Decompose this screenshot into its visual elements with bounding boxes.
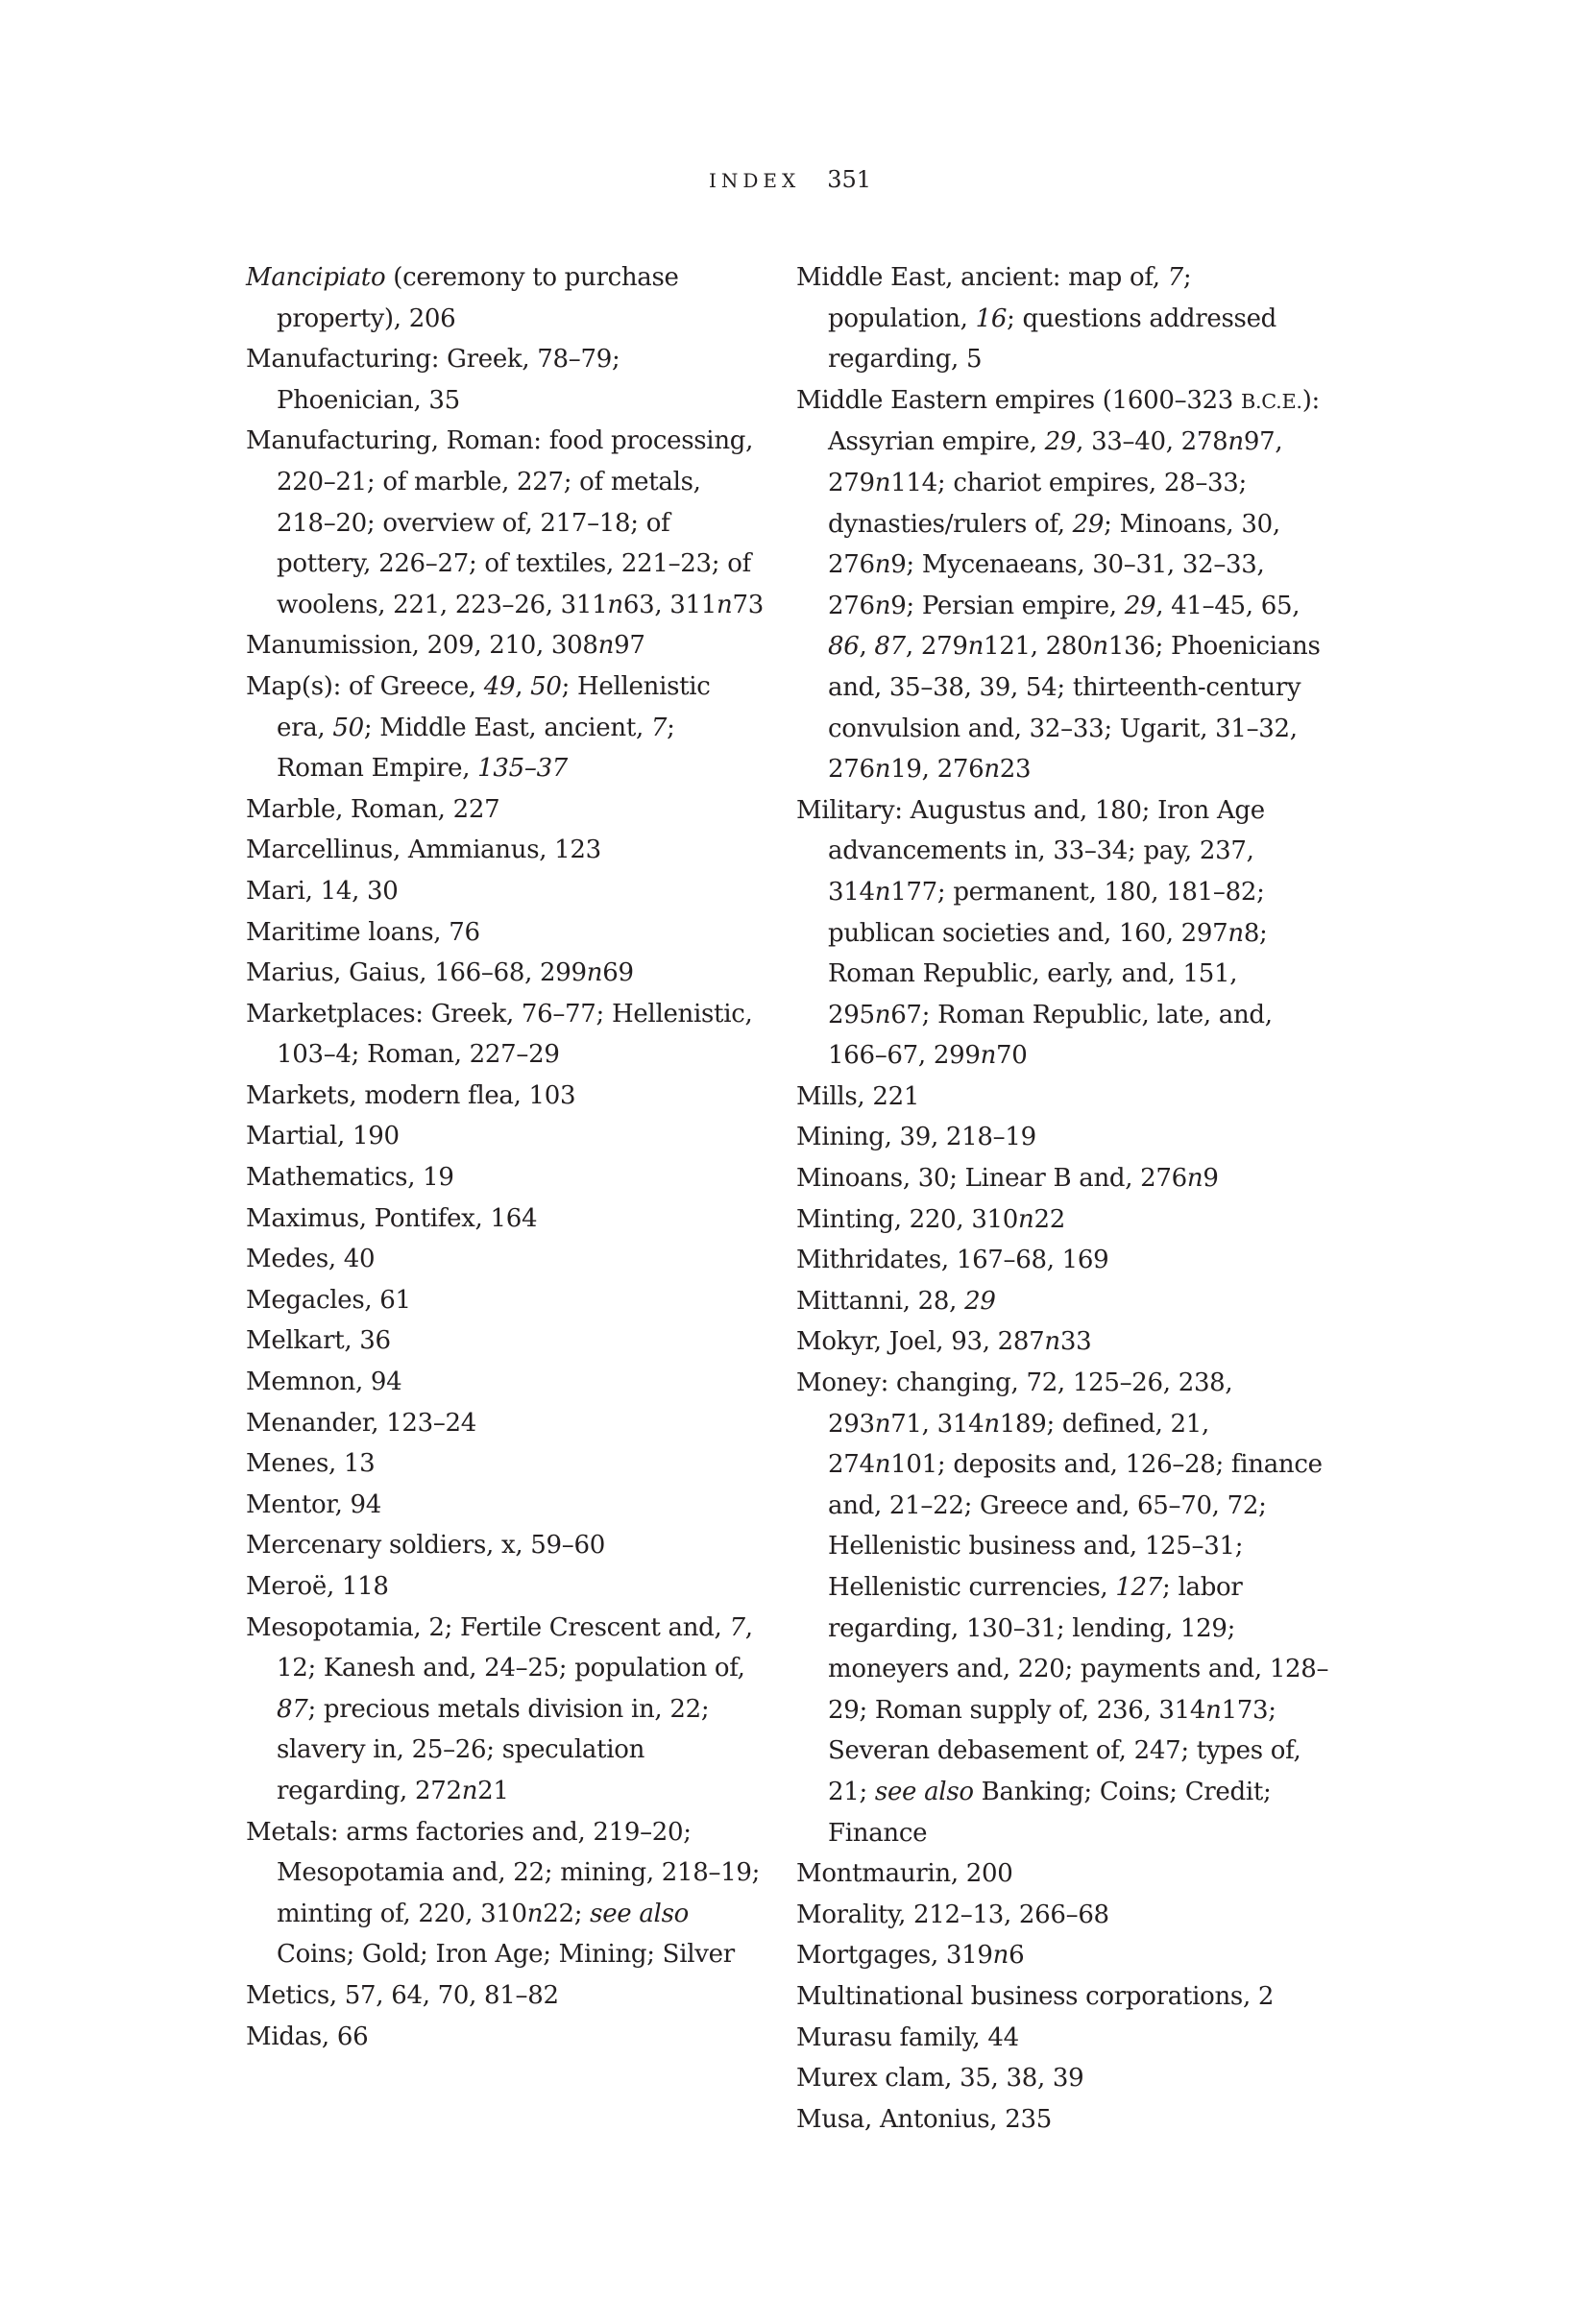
index-entry: Mithridates, 167–68, 169	[796, 1246, 1109, 1275]
index-entry: Midas, 66	[246, 2021, 369, 2051]
index-entry: Marble, Roman, 227	[246, 794, 500, 824]
index-entry: Meroë, 118	[246, 1572, 389, 1601]
index-entry: Metics, 57, 64, 70, 81–82	[246, 1980, 559, 2010]
index-entry: Marius, Gaius, 166–68, 299n69	[246, 958, 634, 988]
index-entry: Manufacturing: Greek, 78–79; Phoenician, 35	[246, 345, 620, 415]
index-entry: Mittanni, 28, 29	[796, 1286, 996, 1316]
index-entry: Mortgages, 319n6	[796, 1941, 1025, 1971]
index-column-left	[246, 257, 765, 2057]
index-entry: Montmaurin, 200	[796, 1859, 1013, 1889]
index-entry: Maximus, Pontifex, 164	[246, 1203, 538, 1233]
index-entry: Manufacturing, Roman: food processing, 220–21; of marble, 227; of metals, 218–20; overview of, 217–18; of pottery, 226–27; of textiles, 221–23; of woolens, 221, 223–26, 311n63, 311n73	[246, 426, 764, 619]
index-entry: Mari, 14, 30	[246, 876, 399, 906]
index-entry: Minoans, 30; Linear B and, 276n9	[796, 1164, 1219, 1194]
index-entry: Mesopotamia, 2; Fertile Crescent and, 7, 12; Kanesh and, 24–25; population of, 87; precious metals division in, 22; slavery in, 25–26; speculation regarding, 272n21	[246, 1612, 753, 1805]
index-entry: Megacles, 61	[246, 1285, 411, 1315]
index-entry: Mentor, 94	[246, 1489, 382, 1519]
index-entry: Mokyr, Joel, 93, 287n33	[796, 1327, 1092, 1357]
index-entry: Morality, 212–13, 266–68	[796, 1900, 1109, 1929]
index-entry: Military: Augustus and, 180; Iron Age advancements in, 33–34; pay, 237, 314n177; permanent, 180, 181–82; publican societies and, 160, 297n8; Roman Republic, early, and, 151, 295n67; Roman Republic, late, and, 166–67, 299n70	[796, 795, 1273, 1071]
index-entry: Map(s): of Greece, 49, 50; Hellenistic era, 50; Middle East, ancient, 7; Roman Empire, 135–37	[246, 671, 711, 784]
index-entry: Menes, 13	[246, 1449, 376, 1479]
index-entry: Murex clam, 35, 38, 39	[796, 2064, 1084, 2094]
page-number: 351	[827, 166, 872, 193]
index-entry: Marcellinus, Ammianus, 123	[246, 835, 601, 865]
index-entry: Mancipiato (ceremony to purchase property), 206	[246, 263, 679, 333]
index-entry: Markets, modern flea, 103	[246, 1080, 576, 1110]
index-entry: Metals: arms factories and, 219–20; Mesopotamia and, 22; mining, 218–19; minting of, 220, 310n22; see also Coins; Gold; Iron Age; Mining; Silver	[246, 1817, 761, 1970]
index-entry: Melkart, 36	[246, 1326, 391, 1356]
index-entry: Musa, Antonius, 235	[796, 2104, 1052, 2134]
index-entry: Middle East, ancient: map of, 7; population, 16; questions addressed regarding, 5	[796, 263, 1277, 375]
running-head-label: INDEX	[708, 169, 801, 192]
index-entry: Martial, 190	[246, 1122, 400, 1151]
index-entry: Menander, 123–24	[246, 1408, 477, 1438]
index-entry: Murasu family, 44	[796, 2022, 1019, 2052]
index-entry: Minting, 220, 310n22	[796, 1204, 1065, 1234]
index-entry: Mills, 221	[796, 1081, 920, 1111]
index-entry: Mining, 39, 218–19	[796, 1123, 1036, 1152]
index-entry: Medes, 40	[246, 1245, 376, 1274]
running-head	[0, 165, 1580, 195]
index-entry: Middle Eastern empires (1600–323 B.C.E.): Assyrian empire, 29, 33–40, 278n97, 279n114; chariot empires, 28–33; dynasties/rulers of, 29; Minoans, 30, 276n9; Mycenaeans, 30–31, 32–33, 276n9; Persian empire, 29, 41–45, 65, 86, 87, 279n121, 280n136; Phoenicians and, 35–38, 39, 54; thirteenth-century convulsion and, 32–33; Ugarit, 31–32, 276n19, 276n23	[796, 385, 1321, 785]
index-entry: Mathematics, 19	[246, 1163, 454, 1193]
index-entry: Memnon, 94	[246, 1368, 402, 1397]
index-entry: Multinational business corporations, 2	[796, 1981, 1275, 2011]
index-entry: Mercenary soldiers, x, 59–60	[246, 1531, 605, 1561]
index-entry: Maritime loans, 76	[246, 917, 480, 947]
index-entry: Manumission, 209, 210, 308n97	[246, 631, 645, 661]
index-entry: Money: changing, 72, 125–26, 238, 293n71, 314n189; defined, 21, 274n101; deposits and, 126–28; finance and, 21–22; Greece and, 65–70, 72; Hellenistic business and, 125–31; Hellenistic currencies, 127; labor regarding, 130–31; lending, 129; moneyers and, 220; payments and, 128–29; Roman supply of, 236, 314n173; Severan debasement of, 247; types of, 21; see also Banking; Coins; Credit; Finance	[796, 1368, 1329, 1848]
index-entry: Marketplaces: Greek, 76–77; Hellenistic, 103–4; Roman, 227–29	[246, 999, 753, 1070]
index-column-right	[796, 257, 1334, 2140]
